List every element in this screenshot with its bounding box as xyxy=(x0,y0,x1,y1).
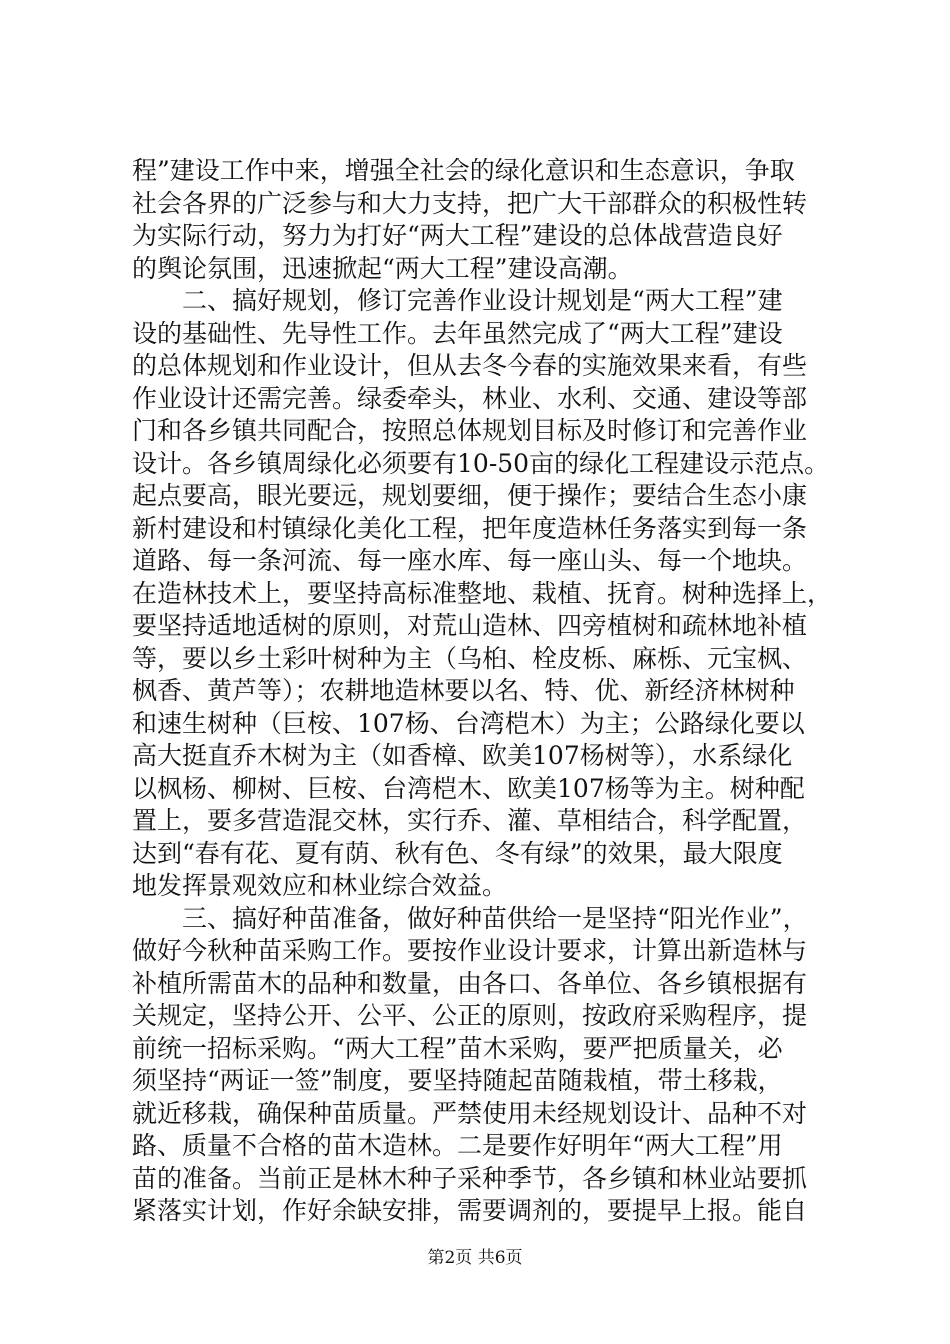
text-line: 要坚持适地适树的原则，对荒山造林、四旁植树和疏林地补植 xyxy=(132,611,808,640)
text-line: 道路、每一条河流、每一座水库、每一座山头、每一个地块。 xyxy=(132,546,808,575)
text-line: 设计。各乡镇周绿化必须要有10-50亩的绿化工程建设示范点。 xyxy=(132,448,830,478)
text-line: 路、质量不合格的苗木造林。二是要作好明年“两大工程”用 xyxy=(132,1131,783,1160)
text-line: 置上，要多营造混交林，实行乔、灌、草相结合，科学配置， xyxy=(132,806,808,835)
document-body xyxy=(132,155,832,1228)
text-line: 设的基础性、先导性工作。去年虽然完成了“两大工程”建设 xyxy=(132,318,783,348)
text-line: 等，要以乡土彩叶树种为主（乌桕、栓皮栎、麻栎、元宝枫、 xyxy=(132,643,808,673)
paragraph-first-line: 二、搞好规划，修订完善作业设计规划是“两大工程”建 xyxy=(182,286,783,315)
text-line: 的舆论氛围，迅速掀起“两大工程”建设高潮。 xyxy=(132,253,633,283)
text-line: 起点要高，眼光要远，规划要细，便于操作；要结合生态小康 xyxy=(132,481,808,510)
text-line: 程”建设工作中来，增强全社会的绿化意识和生态意识，争取 xyxy=(132,156,795,185)
page-footer: 第2页 共6页 xyxy=(427,1248,523,1268)
text-line: 为实际行动，努力为打好“两大工程”建设的总体战营造良好 xyxy=(132,221,783,250)
text-line: 社会各界的广泛参与和大力支持，把广大干部群众的积极性转 xyxy=(132,188,808,218)
text-line: 地发挥景观效应和林业综合效益。 xyxy=(132,871,508,900)
text-line: 的总体规划和作业设计，但从去冬今春的实施效果来看，有些 xyxy=(132,351,808,380)
text-line: 须坚持“两证一签”制度，要坚持随起苗随栽植，带土移栽， xyxy=(132,1066,783,1095)
text-line: 就近移栽，确保种苗质量。严禁使用未经规划设计、品种不对 xyxy=(132,1098,808,1128)
text-line: 高大挺直乔木树为主（如香樟、欧美107杨树等），水系绿化 xyxy=(132,741,793,770)
text-line: 达到“春有花、夏有荫、秋有色、冬有绿”的效果，最大限度 xyxy=(132,838,783,868)
text-line: 前统一招标采购。“两大工程”苗木采购，要严把质量关，必 xyxy=(132,1033,783,1063)
text-line: 关规定，坚持公开、公平、公正的原则，按政府采购程序，提 xyxy=(132,1001,808,1030)
text-line: 做好今秋种苗采购工作。要按作业设计要求，计算出新造林与 xyxy=(132,936,808,965)
text-line: 在造林技术上，要坚持高标准整地、栽植、抚育。树种选择上， xyxy=(132,578,833,608)
paragraph-first-line: 三、搞好种苗准备，做好种苗供给一是坚持“阳光作业”， xyxy=(182,903,808,933)
text-line: 补植所需苗木的品种和数量，由各口、各单位、各乡镇根据有 xyxy=(132,968,808,998)
text-line: 作业设计还需完善。绿委牵头，林业、水利、交通、建设等部 xyxy=(132,383,808,413)
text-line: 以枫杨、柳树、巨桉、台湾桤木、欧美107杨等为主。树种配 xyxy=(132,773,805,803)
text-line: 枫香、黄芦等）；农耕地造林要以名、特、优、新经济林树种 xyxy=(132,676,795,705)
text-line: 紧落实计划，作好余缺安排，需要调剂的，要提早上报。能自 xyxy=(132,1196,808,1225)
text-line: 门和各乡镇共同配合，按照总体规划目标及时修订和完善作业 xyxy=(132,416,808,445)
text-line: 新村建设和村镇绿化美化工程，把年度造林任务落实到每一条 xyxy=(132,513,808,543)
text-line: 苗的准备。当前正是林木种子采种季节，各乡镇和林业站要抓 xyxy=(132,1163,808,1193)
text-line: 和速生树种（巨桉、107杨、台湾桤木）为主；公路绿化要以 xyxy=(132,708,805,738)
